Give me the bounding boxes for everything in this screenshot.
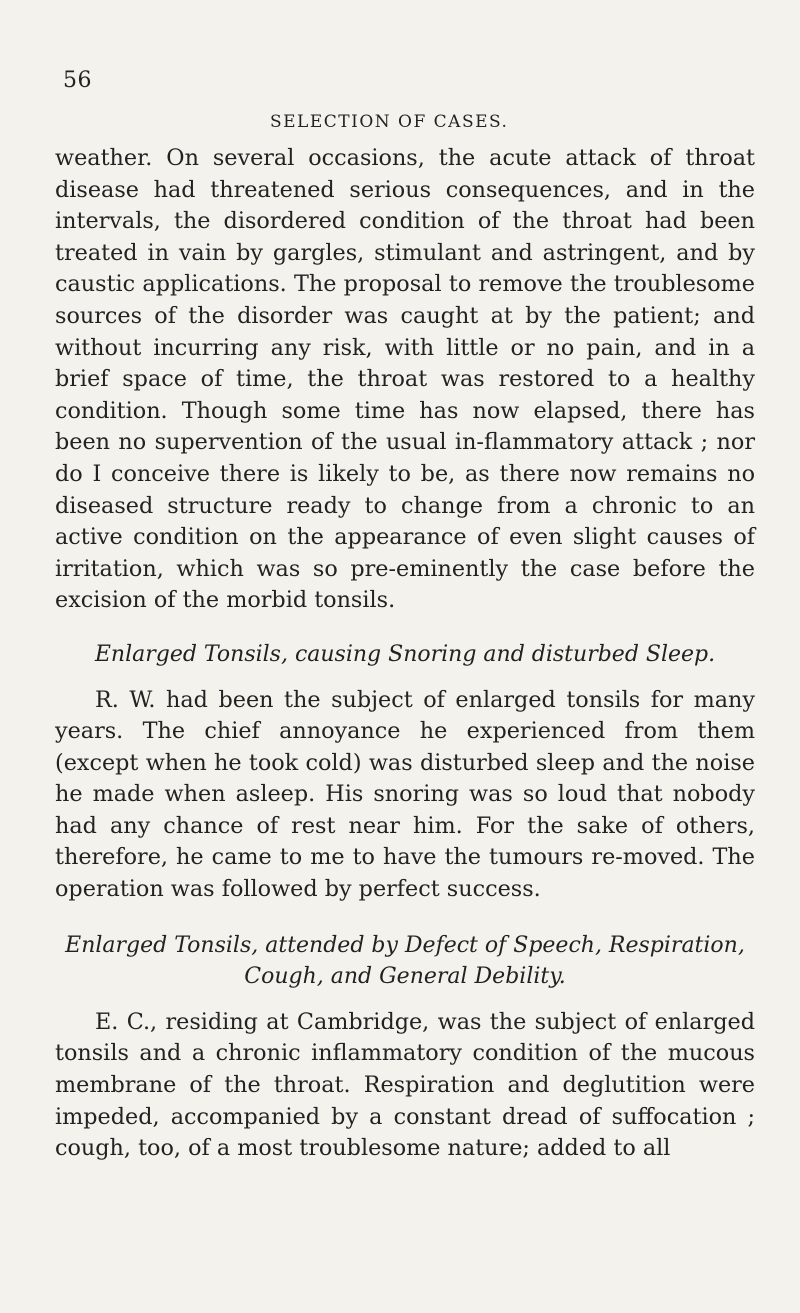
paragraph-continued: weather. On several occasions, the acute attack of throat disease had threatened serious consequences, and in the intervals, the disordered condition of the throat had been treated in vain by gargles, stimulant and astringent, and by caustic applications. The proposal to remove the troublesome sources of the disorder was caught at by the patient; and without incurring any risk, with little or no pain, and in a brief space of time, the throat was restored to a healthy condition. Though some time has now elapsed, there has been no supervention of the usual in-flammatory attack ; nor do I conceive there is likely to be, as there now remains no diseased structure ready to change from a chronic to an active condition on the appearance of even slight causes of irritation, which was so pre-eminently the case before the excision of the morbid tonsils. <box>55 145 755 614</box>
page-number: 56 <box>63 68 92 93</box>
section-heading-snoring: Enlarged Tonsils, causing Snoring and disturbed Sleep. <box>94 641 716 667</box>
page-body <box>55 143 755 1165</box>
running-head: SELECTION OF CASES. <box>270 112 509 132</box>
section-heading-speech-defect: Enlarged Tonsils, attended by Defect of Speech, Respiration, Cough, and General Debility. <box>65 932 745 990</box>
paragraph-case-ec: E. C., residing at Cambridge, was the subject of enlarged tonsils and a chronic inflammatory condition of the mucous membrane of the throat. Respiration and deglutition were impeded, accompanied by a constant dread of suffocation ; cough, too, of a most troublesome nature; added to all <box>55 1008 755 1162</box>
paragraph-case-rw: R. W. had been the subject of enlarged tonsils for many years. The chief annoyance he experienced from them (except when he took cold) was disturbed sleep and the noise he made when asleep. His snoring was so loud that nobody had any chance of rest near him. For the sake of others, therefore, he came to me to have the tumours re-moved. The operation was followed by perfect success. <box>55 686 755 903</box>
